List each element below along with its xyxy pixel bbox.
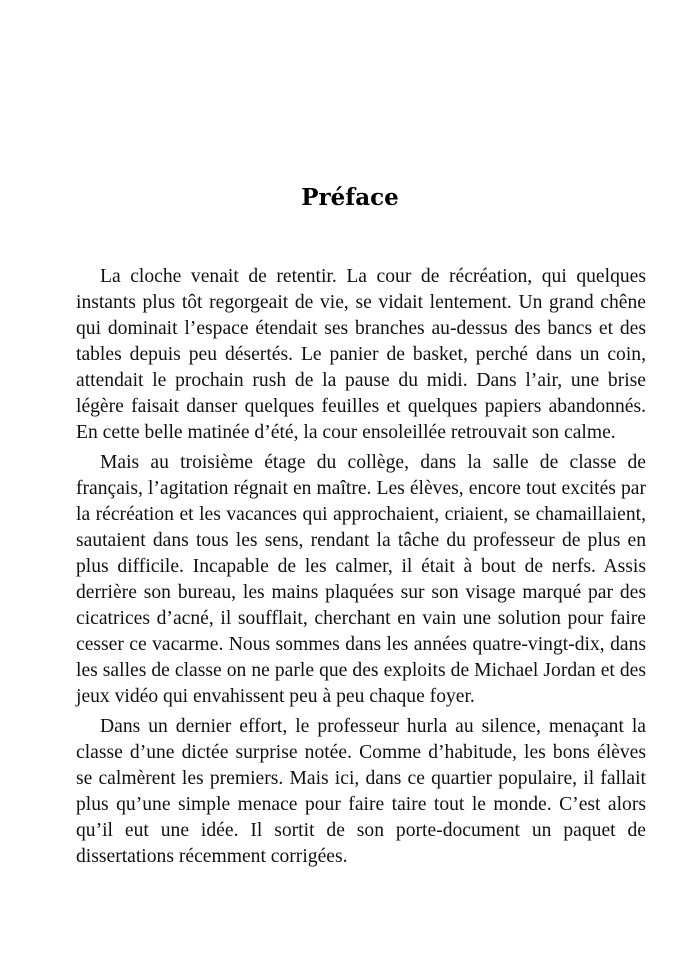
chapter-title: Préface xyxy=(301,184,399,211)
paragraph-2: Mais au troisième étage du collège, dans la salle de classe de français, l’agitation régnait en maître. Les élèves, encore tout excités par la récréation et les vacances qui approchaient, criaient, se chamaillaient, sautaient dans tous les sens, rendant la tâche du professeur de plus en plus difficile. Incapable de les calmer, il était à bout de nerfs. Assis derrière son bureau, les mains plaquées sur son visage marqué par des cicatrices d’acné, il soufflait, cherchant en vain une solution pour faire cesser ce vacarme. Nous sommes dans les années quatre-vingt-dix, dans les salles de classe on ne parle que des exploits de Michael Jordan et des jeux vidéo qui envahissent peu à peu chaque foyer. xyxy=(76,452,646,707)
body-text xyxy=(76,264,646,874)
paragraph-1: La cloche venait de retentir. La cour de récréation, qui quelques instants plus tôt regorgeait de vie, se vidait lentement. Un grand chêne qui dominait l’espace étendait ses branches au-dessus des bancs et des tables depuis peu désertés. Le panier de basket, perché dans un coin, attendait le prochain rush de la pause du midi. Dans l’air, une brise légère faisait danser quelques feuilles et quelques papiers abandonnés. En cette belle matinée d’été, la cour ensoleillée retrouvait son calme. xyxy=(76,266,646,443)
paragraph-3: Dans un dernier effort, le professeur hurla au silence, menaçant la classe d’une dictée surprise notée. Comme d’habitude, les bons élèves se calmèrent les premiers. Mais ici, dans ce quartier populaire, il fallait plus qu’une simple menace pour faire taire tout le monde. C’est alors qu’il eut une idée. Il sortit de son porte-document un paquet de dissertations récemment corrigées. xyxy=(76,716,646,867)
